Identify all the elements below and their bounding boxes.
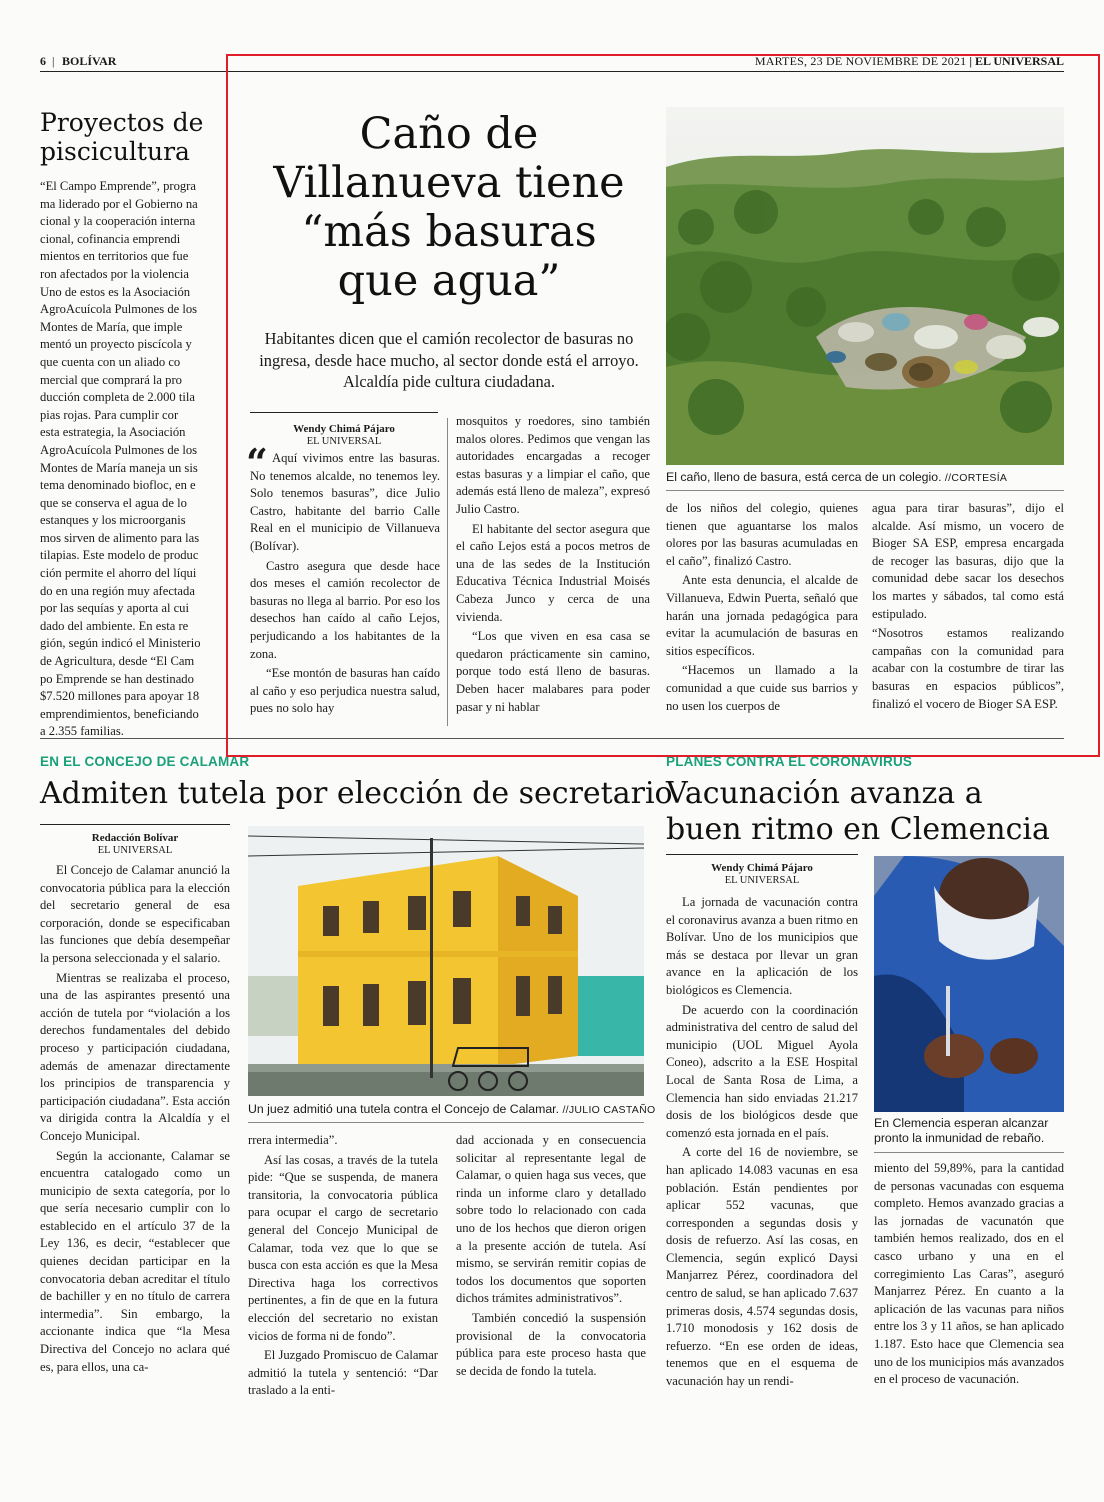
paragraph: agua para tirar basuras”, dijo el alcalde. Así mismo, un vocero de Bioger SA ESP, empresa encargada de recoger las basuras, dijo que la comunidad debe sacar los desechos los martes y sábados, tal como está estipulado.: [872, 501, 1064, 621]
paragraph: rrera intermedia”.: [248, 1133, 338, 1147]
byline-name: Wendy Chimá Pájaro: [293, 423, 395, 435]
left-article-line: ron afectados por la violencia: [40, 266, 189, 281]
paragraph: “Hacemos un llamado a la comunidad a que cuide sus barrios y no usen los cuerpos de: [666, 663, 858, 713]
clemencia-col-1: [666, 894, 858, 1391]
calamar-byline: [40, 832, 230, 857]
left-article-line: ducción completa de 2.000 tila: [40, 390, 195, 405]
left-article-title: Proyectos de piscicultura: [40, 108, 204, 166]
garbage-creek-photo: [666, 107, 1064, 465]
paragraph: dad accionada y en consecuencia solicitar al representante legal de Calamar, o quien haga sus veces, que rinda un informe claro y detallado sobre todo lo relacionado con cada uno de los hechos que dieron origen a la presente acción de tutela. Así mismo, se servirán remitir copias de todos los documentos que soporten dichos trámites administrativos”.: [456, 1133, 646, 1306]
paragraph: “Los que viven en esa casa se quedaron prácticamente sin camino, porque todo está lleno de basuras. Deben hacer malabares para poder pasar y ni hablar: [456, 629, 650, 714]
left-article-line: tilapias. Este modelo de produc: [40, 548, 199, 563]
left-article-line: do en una región muy afectada: [40, 583, 195, 598]
byline-org: EL UNIVERSAL: [97, 845, 173, 856]
paragraph: Aquí vivimos entre las basuras. No tenemos alcalde, no tenemos ley. Solo tenemos basuras”, dice Julio Castro, habitante del barrio Calle Real en el municipio de Villanueva (Bolívar).: [250, 451, 440, 553]
section-divider: [40, 738, 1064, 739]
left-article-line: ma liderado por el Gobierno na: [40, 196, 198, 211]
left-article-line: cional y la cooperación interna: [40, 214, 196, 229]
left-article-line: esta estrategia, la Asociación: [40, 425, 186, 440]
calamar-photo-caption: Un juez admitió una tutela contra el Concejo de Calamar. //JULIO CASTAÑO: [248, 1102, 656, 1116]
left-article-body: [40, 178, 230, 741]
left-article-line: Uno de estos es la Asociación: [40, 284, 191, 299]
left-article-line: gión, según indicó el Ministerio: [40, 636, 201, 651]
left-article-line: pias rojas. Para cumplir cor: [40, 407, 179, 422]
paragraph: El Juzgado Promiscuo de Calamar admitió la tutela y sentenció: “Dar traslado a la enti-: [248, 1348, 438, 1398]
issue-date: MARTES, 23 DE NOVIEMBRE DE 2021: [754, 54, 967, 68]
left-article-line: ción permite el ahorro del líqui: [40, 566, 197, 581]
left-article-line: por las sequías y aporta al cui: [40, 601, 189, 616]
main-col-2: [456, 413, 650, 716]
left-article-line: a 2.355 familias.: [40, 724, 124, 739]
clemencia-byline: [666, 862, 858, 887]
main-col-4: [872, 500, 1064, 713]
left-article-line: $7.520 millones para apoyar 18: [40, 689, 200, 704]
paragraph: miento del 59,89%, para la cantidad de personas vacunadas con esquema completo. Hemos avanzado gracias a las jornadas de vacunatón que también hemos realizado, dos en el casco urbano y una en el corregimiento Las Caras”, aseguró Manjarrez Pérez. En cuanto a la aplicación de las vacunas para niños entre los 3 y 11 años, se han aplicado 1.187. Esto hace que Clemencia sea uno de los municipios más avanzados en el proceso de vacunación.: [874, 1161, 1064, 1387]
page-number: 6: [40, 54, 46, 68]
paragraph: El Concejo de Calamar anunció la convocatoria pública para la elección del secretario general de esa corporación, donde se especificaban las funciones que debía desempeñar la persona seleccionada y el salario.: [40, 863, 230, 965]
caption-rule: [874, 1152, 1064, 1153]
caption-rule: [666, 490, 1064, 491]
page-header: 6 | BOLÍVAR MARTES, 23 DE NOVIEMBRE DE 2021 | EL UNIVERSAL: [40, 54, 1064, 68]
clemencia-kicker: PLANES CONTRA EL CORONAVIRUS: [666, 754, 913, 769]
main-photo-caption: El caño, lleno de basura, está cerca de un colegio. //CORTESÍA: [666, 470, 1008, 484]
paragraph: “Nosotros estamos realizando campañas con la comunidad para acabar con la costumbre de tirar las basuras en espacios públicos”, finalizó el vocero de Bioger SA ESP.: [872, 626, 1064, 711]
paragraph: de los niños del colegio, quienes tienen que aguantarse los malos olores por las basuras acumuladas en el caño”, finalizó Castro.: [666, 501, 858, 568]
left-article-line: dado del ambiente. En esta re: [40, 618, 189, 633]
left-article-line: mientos en territorios que fue: [40, 249, 189, 264]
left-article-line: emprendimientos, beneficiando: [40, 706, 199, 721]
byline-name: Wendy Chimá Pájaro: [711, 862, 813, 874]
left-article-line: que cuenta con un aliado co: [40, 354, 181, 369]
byline-name: Redacción Bolívar: [91, 832, 179, 844]
left-article-line: de Agricultura, desde “El Cam: [40, 654, 195, 669]
paragraph: Según la accionante, Calamar se encuentra catalogado como un municipio de sexta categoría, por lo que sería necesario cumplir con lo establecido en el artículo 37 de la Ley 136, es decir, “establecer que quienes decidan participar en la convocatoria deban acreditar el título de bachiller y en no título de carrera intermedia”. Sin embargo, la accionante indica que “la Mesa Directiva del Concejo no aclara qué es, para ellos, una ca-: [40, 1148, 230, 1374]
main-subtitle: Habitantes dicen que el camión recolector de basuras no ingresa, desde hace mucho, al sector donde está el arroyo. Alcaldía pide cultura ciudadana.: [259, 329, 639, 391]
clemencia-headline: Vacunación avanza a buen ritmo en Clemencia: [666, 776, 1050, 847]
photo-credit: //CORTESÍA: [944, 472, 1008, 484]
left-article-line: po Emprende se han destinado: [40, 671, 194, 686]
paragraph: “Ese montón de basuras han caído al caño y eso perjudica nuestra salud, pues no solo hay: [250, 666, 440, 716]
paragraph: La jornada de vacunación contra el coronavirus avanza a buen ritmo en Bolívar. Uno de los municipios que más se destaca por llevar un gran avance en la aplicación de los biológicos es Clemencia.: [666, 895, 858, 997]
paragraph: También concedió la suspensión provisional de la convocatoria pública para este proceso hasta que se decida de fondo la tutela.: [456, 1310, 646, 1378]
left-article-line: estanques y los microorganis: [40, 513, 186, 528]
paragraph: Así las cosas, a través de la tutela pide: “Que se suspenda, de manera transitoria, la convocatoria pública para ocupar el cargo de secretario general del Concejo Municipal de Calamar, toda vez que lo que se busca con esta acción es que la Mesa Directiva haga los correctivos pertinentes, a fin de que en la futura elección del secretario no existan vicios de forma ni de fondo”.: [248, 1152, 438, 1343]
byline-rule: [40, 824, 230, 825]
main-col-3: [666, 500, 858, 715]
main-col-1: [250, 450, 440, 718]
left-article-line: Montes de María, que imple: [40, 319, 183, 334]
clemencia-col-2: [874, 1160, 1064, 1389]
left-article-line: Montes de María maneja un sis: [40, 460, 198, 475]
left-article-line: AgroAcuícola Pulmones de los: [40, 442, 198, 457]
left-article-line: cional, cofinancia emprendi: [40, 231, 181, 246]
calamar-headline: Admiten tutela por elección de secretario: [40, 776, 673, 811]
byline-rule: [666, 854, 858, 855]
photo-credit: //JULIO CASTAÑO: [562, 1104, 656, 1116]
left-article-line: mos sirven de alimento para las: [40, 530, 200, 545]
concejo-building-photo: [248, 826, 644, 1096]
byline-org: EL UNIVERSAL: [306, 436, 382, 447]
byline-rule: [250, 412, 438, 413]
quote-mark: “: [246, 440, 268, 485]
calamar-kicker: EN EL CONCEJO DE CALAMAR: [40, 754, 250, 769]
paragraph: mosquitos y roedores, sino también malos olores. Pedimos que vengan las autoridades encargadas a recoger estas basuras y a limpiar el caño, que además está lleno de maleza”, expresó Julio Castro.: [456, 414, 650, 516]
paragraph: De acuerdo con la coordinación administrativa del centro de salud del municipio (UOL Miguel Ayola Coneo), adscrito a la ESE Hospital Local de Santa Rosa de Lima, a Clemencia han sido enviadas 21.217 dosis de los biológicos desde que comenzó esta jornada en el país.: [666, 1002, 858, 1140]
calamar-col-2: [248, 1132, 438, 1400]
left-article-line: que se conserva el agua de lo: [40, 495, 187, 510]
byline-org: EL UNIVERSAL: [724, 875, 800, 886]
paragraph: A corte del 16 de noviembre, se han aplicado 14.083 vacunas en esa población. Están pendientes por aplicar 552 vacunas, que corresponden a segundas dosis y dosis de refuerzo. Así las cosas, en Clemencia, según explicó Daysi Manjarrez Pérez, coordinadora del centro de salud, se han aplicado 7.637 primeras dosis, 4.574 segundas dosis, 1.710 monodosis y 162 dosis de refuerzo. “En ese orden de ideas, tenemos que en el esquema de vacunación hay un rendi-: [666, 1145, 858, 1389]
main-byline: [250, 423, 438, 448]
paragraph: Mientras se realizaba el proceso, una de las aspirantes presentó una acción de tutela por “violación a los derechos fundamentales del debido proceso y participación ciudadana, además de amenazar directamente los principios de transparencia y participación ciudadana”. Esta acción va dirigida contra la Alcaldía y el Concejo Municipal.: [40, 970, 230, 1143]
section-name: BOLÍVAR: [62, 54, 117, 68]
left-article-line: mentó un proyecto piscícola y: [40, 337, 192, 352]
header-rule: [40, 71, 1064, 72]
clemencia-photo-caption: En Clemencia esperan alcanzar pronto la inmunidad de rebaño.: [874, 1116, 1049, 1145]
left-article-line: “El Campo Emprende”, progra: [40, 179, 196, 193]
paragraph: Ante esta denuncia, el alcalde de Villanueva, Edwin Puerta, señaló que harán una jornada pedagógica para evitar la acumulación de basuras en sitios específicos.: [666, 573, 858, 658]
paragraph: El habitante del sector asegura que el caño Lejos está a pocos metros de una de las sedes de la Institución Educativa Técnica Industrial Moisés Cabeza Junco y cerca de una vivienda.: [456, 521, 650, 624]
left-article-line: tema denominado biofloc, en e: [40, 478, 196, 493]
column-divider: [447, 418, 448, 726]
left-article-line: AgroAcuícola Pulmones de los: [40, 302, 198, 317]
calamar-col-3: [456, 1132, 646, 1380]
caption-rule: [248, 1122, 644, 1123]
calamar-col-1: [40, 862, 230, 1376]
paper-name: EL UNIVERSAL: [974, 54, 1064, 68]
left-article-line: mercial que comprará la pro: [40, 372, 182, 387]
vaccination-photo: [874, 856, 1064, 1112]
main-headline: Caño de Villanueva tiene “más basuras que agua”: [273, 109, 625, 306]
paragraph: Castro asegura que desde hace dos meses el camión recolector de basuras no llega al barrio. Por eso los desechos han caído al caño Lejos, perjudicando a los habitantes de la zona.: [250, 558, 440, 661]
